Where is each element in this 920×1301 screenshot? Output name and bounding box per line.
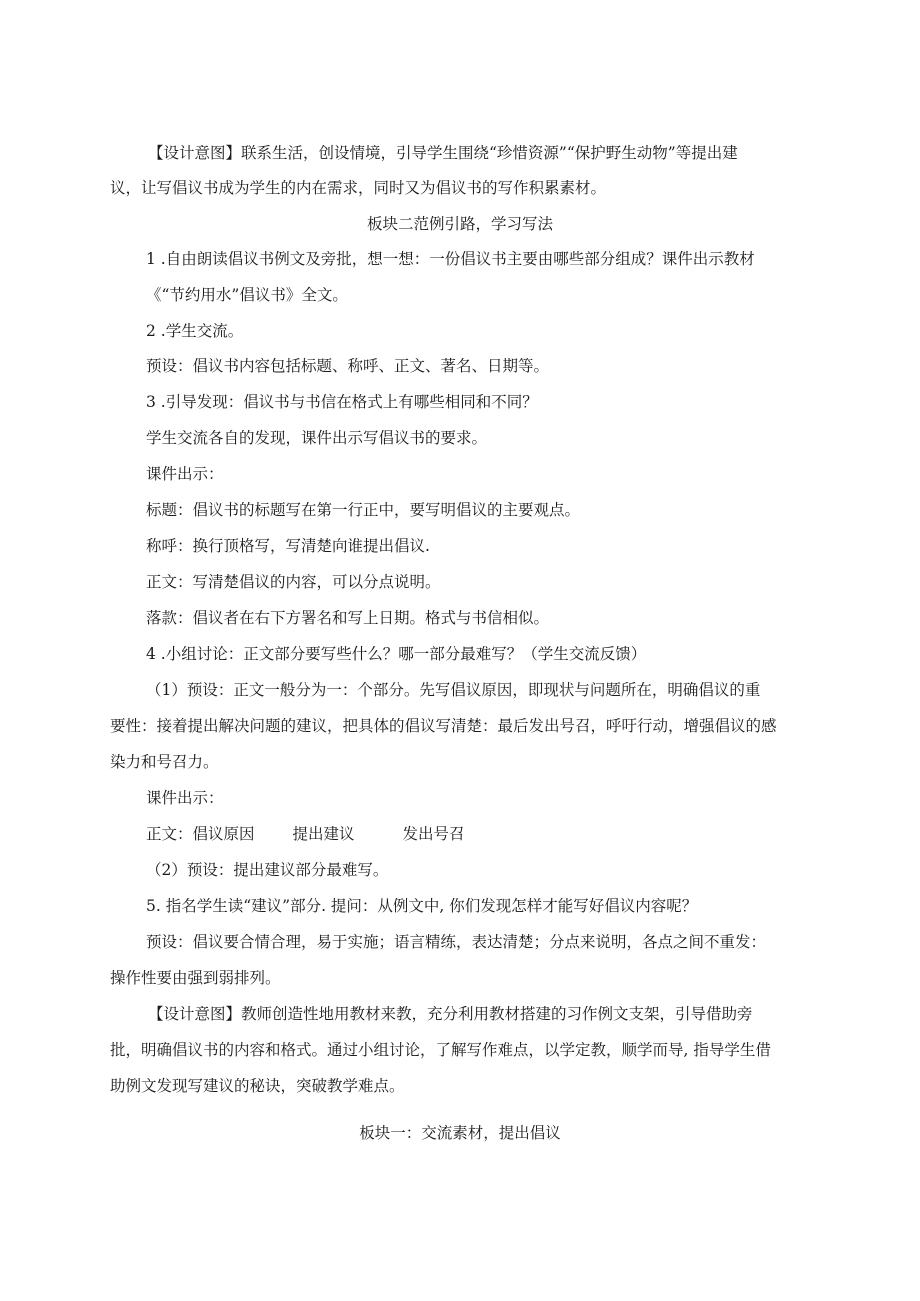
item-3: 3 .引导发现：倡议书与书信在格式上有哪些相同和不同？	[146, 393, 538, 411]
item-3-follow: 学生交流各自的发现，课件出示写倡议书的要求。	[146, 429, 488, 447]
design-intent-1-line2: 议，让写倡议书成为学生的内在需求，同时又为倡议书的写作积累素材。	[110, 179, 607, 197]
preset-5-line2: 操作性要由强到弱排列。	[110, 969, 281, 987]
item-1-line2: 《“节约用水”倡议书》全文。	[146, 286, 348, 304]
design-intent-2-line1: 【设计意图】教师创造性地用教材来教，充分利用教材搭建的习作例文支架，引导借助旁	[148, 1005, 753, 1023]
preset-5-line1: 预设：倡议要合情合理，易于实施；语言精练，表达清楚；分点来说明，各点之间不重发：	[146, 933, 767, 951]
body-part-2: 提出建议	[292, 825, 355, 843]
item-2: 2 .学生交流。	[146, 322, 244, 340]
format-greeting: 称呼：换行顶格写，写清楚向谁提出倡议.	[146, 537, 430, 555]
item-1-line1: 1 .自由朗读倡议书例文及旁批，想一想：一份倡议书主要由哪些部分组成？课件出示教材	[146, 250, 755, 268]
section-2-heading: 板块二范例引路，学习写法	[366, 215, 553, 233]
design-intent-1-line1: 【设计意图】联系生活，创设情境，引导学生围绕“珍惜资源”“保护野生动物”等提出建	[148, 144, 738, 162]
design-intent-2-line3: 助例文发现写建议的秘诀，突破教学难点。	[110, 1077, 405, 1095]
courseware-label-1: 课件出示：	[146, 465, 224, 483]
item-5: 5. 指名学生读“建议”部分. 提问：从例文中, 你们发现怎样才能写好倡议内容呢？	[146, 897, 698, 915]
item-4-p1-line1: （1）预设：正文一般分为一：个部分。先写倡议原因，即现状与问题所在，明确倡议的重	[146, 681, 761, 699]
format-title: 标题：倡议书的标题写在第一行正中，要写明倡议的主要观点。	[146, 501, 581, 519]
item-4-p2: （2）预设：提出建议部分最难写。	[146, 861, 389, 879]
body-parts-label: 正文：倡议原因	[146, 825, 255, 843]
design-intent-2-line2: 批，明确倡议书的内容和格式。通过小组讨论，了解写作难点，以学定教，顺学而导, 指导学生借	[110, 1041, 771, 1059]
courseware-label-2: 课件出示：	[146, 789, 224, 807]
format-signoff: 落款：倡议者在右下方署名和写上日期。格式与书信相似。	[146, 609, 550, 627]
item-4-p1-line2: 要性：接着提出解决问题的建议，把具体的倡议写清楚：最后发出号召，呼吁行动，增强倡议的感	[110, 717, 777, 735]
body-parts-row	[146, 823, 465, 845]
section-1-heading: 板块一：交流素材，提出倡议	[359, 1124, 561, 1142]
body-part-3: 发出号召	[402, 825, 465, 843]
format-body: 正文：写清楚倡议的内容，可以分点说明。	[146, 573, 441, 591]
item-4: 4 .小组讨论：正文部分要写些什么？哪一部分最难写？（学生交流反馈）	[146, 645, 647, 663]
item-4-p1-line3: 染力和号召力。	[110, 753, 219, 771]
preset-1: 预设：倡议书内容包括标题、称呼、正文、著名、日期等。	[146, 357, 550, 375]
